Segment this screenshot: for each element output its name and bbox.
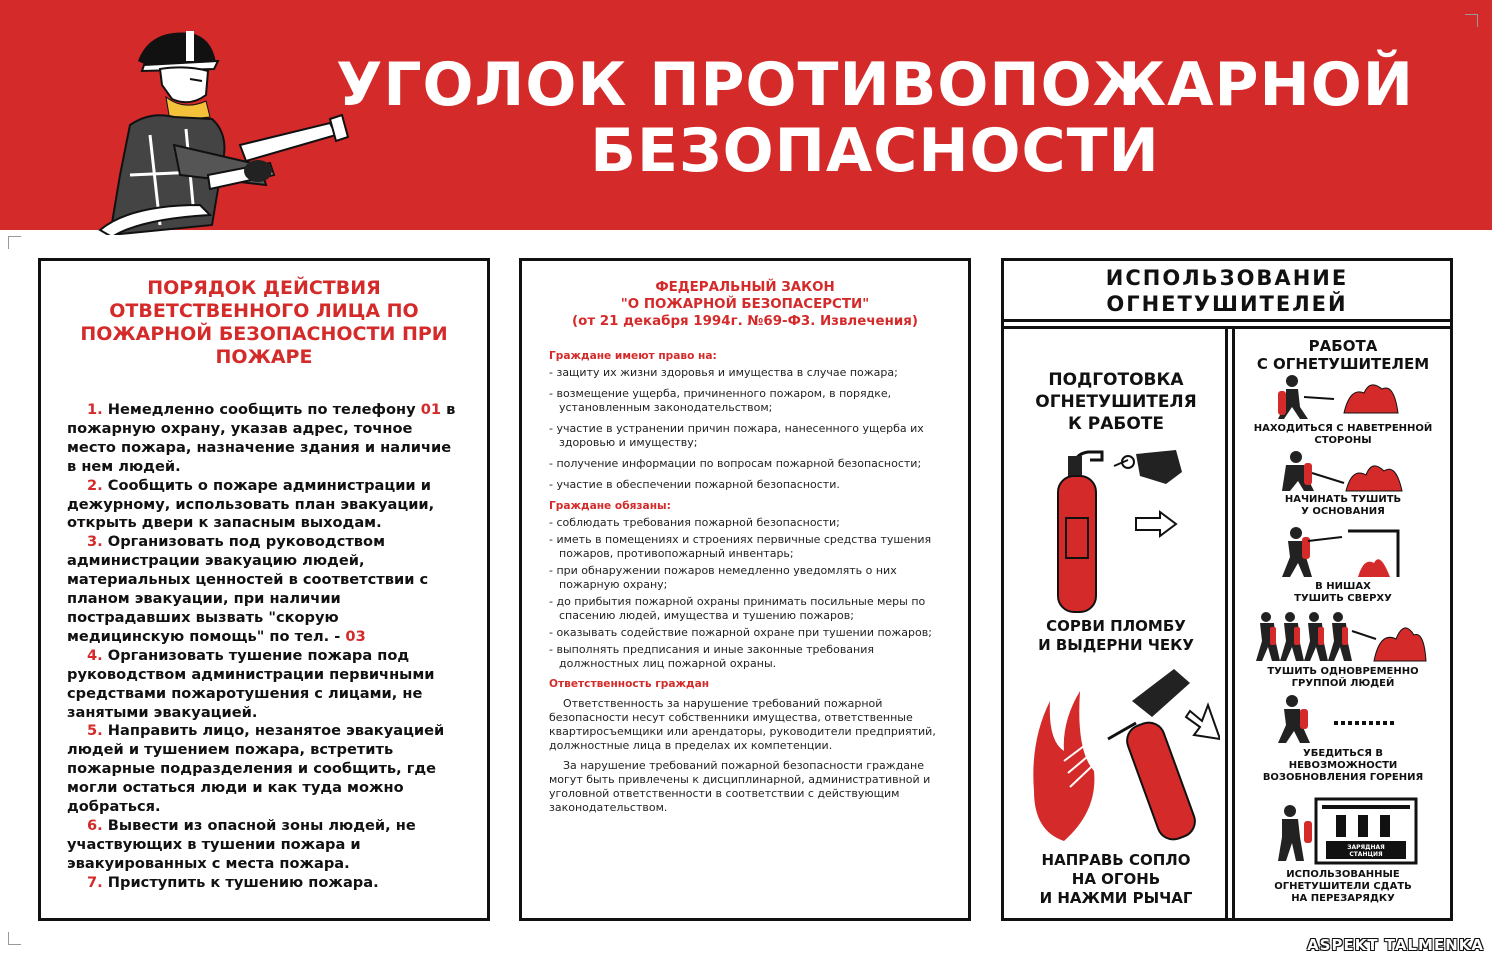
watermark: ASPEKT TALMENKA (1307, 936, 1484, 954)
list-item: - защиту их жизни здоровья и имущества в случае пожара; (549, 366, 898, 379)
check-reignition-icon (1274, 693, 1404, 745)
work-heading: РАБОТА С ОГНЕТУШИТЕЛЕМ (1256, 337, 1430, 373)
station-label-2: СТАНЦИЯ (1349, 851, 1383, 858)
responsibility-heading: Ответственность граждан (549, 678, 710, 690)
extinguisher-title-line: ОГНЕТУШИТЕЛЕЙ (1106, 292, 1348, 316)
phone-number: 03 (345, 627, 366, 645)
list-item: - оказывать содействие пожарной охране при тушении пожаров; (549, 626, 932, 639)
phone-number: 01 (420, 401, 442, 418)
responsibility-paragraph: Ответственность за нарушение требований пожарной безопасности несут собственники имущества, ответственные квартиросъемщики или арендаторы, руководители предприятий, должностные лица в пределах их компетенции. (549, 697, 936, 752)
list-item (67, 533, 459, 646)
step-pull-pin: СОРВИ ПЛОМБУ И ВЫДЕРНИ ЧЕКУ (1038, 617, 1194, 654)
base-extinguish-icon (1274, 449, 1414, 493)
law-title-line: ФЕДЕРАЛЬНЫЙ ЗАКОН (655, 280, 835, 295)
federal-law-panel (519, 258, 971, 921)
rights-heading: Граждане имеют право на: (549, 350, 717, 362)
procedure-list (67, 401, 459, 893)
divider (1225, 326, 1228, 918)
item-number: 4. (87, 646, 103, 664)
extinguisher-title (1004, 265, 1450, 317)
tip-caption: ИСПОЛЬЗОВАННЫЕ ОГНЕТУШИТЕЛИ СДАТЬ НА ПЕРЕЗАРЯДКУ (1274, 869, 1412, 904)
list-item: - при обнаружении пожаров немедленно уведомлять о них пожарную охрану; (549, 564, 897, 591)
list-item (67, 647, 459, 723)
list-item: - иметь в помещениях и строениях первичные средства тушения пожаров, противопожарный инвентарь; (549, 533, 932, 560)
title-line-2: БЕЗОПАСНОСТИ (590, 116, 1160, 186)
item-number: 7. (87, 873, 103, 891)
list-item: - до прибытия пожарной охраны принимать посильные меры по спасению людей, имущества и тушению пожаров; (549, 595, 926, 622)
item-number: 6. (87, 816, 103, 834)
station-label-1: ЗАРЯДНАЯ (1347, 844, 1385, 851)
group-extinguish-icon (1256, 609, 1428, 663)
divider (1232, 326, 1235, 918)
law-title-line: (от 21 декабря 1994г. №69-Ф3. Извлечения) (572, 314, 918, 329)
crop-mark (8, 932, 21, 945)
list-item: - выполнять предписания и иные законные требования должностных лиц пожарной охраны. (549, 643, 874, 670)
item-number: 1. (87, 401, 103, 418)
extinguisher-spray-illustration (1024, 661, 1220, 851)
title-line-1: УГОЛОК ПРОТИВОПОЖАРНОЙ (336, 50, 1414, 120)
item-text: Организовать под руководством администрации эвакуацию людей, материальных ценностей в соответствии с планом эвакуации, при наличии пострадавших вызвать "скорую медицинскую помощь" по тел. - (67, 533, 429, 645)
item-number: 5. (87, 722, 103, 740)
law-title-line: "О ПОЖАРНОЙ БЕЗОПАСЕРСТИ" (620, 297, 870, 312)
list-item (67, 401, 459, 477)
list-item: - возмещение ущерба, причиненного пожаром, в порядке, установленным законодательством; (549, 387, 892, 414)
recharge-station-icon (1270, 795, 1420, 865)
procedure-title: ПОРЯДОК ДЕЙСТВИЯ ОТВЕТСТВЕННОГО ЛИЦА ПО ПОЖАРНОЙ БЕЗОПАСНОСТИ ПРИ ПОЖАРЕ (80, 277, 448, 368)
page-title (300, 52, 1450, 184)
list-item (67, 874, 459, 893)
item-number: 3. (87, 533, 103, 551)
crop-mark (1465, 14, 1478, 27)
niche-extinguish-icon (1278, 523, 1408, 579)
item-text: Вывести из опасной зоны людей, не участвующих в тушении пожара и эвакуированных с места пожара. (67, 816, 416, 872)
list-item: - соблюдать требования пожарной безопасности; (549, 516, 840, 529)
extinguisher-panel (1001, 258, 1453, 921)
item-text: в пожарную охрану, указав адрес, точное место пожара, назначение здания и наличие в нем людей. (67, 401, 456, 475)
extinguisher-title-line: ИСПОЛЬЗОВАНИЕ (1105, 266, 1349, 290)
crop-mark (8, 236, 21, 249)
item-text: Приступить к тушению пожара. (107, 873, 379, 891)
tip-caption: НАХОДИТЬСЯ С НАВЕТРЕННОЙ СТОРОНЫ (1253, 423, 1433, 446)
tip-caption: НАЧИНАТЬ ТУШИТЬ У ОСНОВАНИЯ (1284, 494, 1402, 517)
rights-list (549, 366, 944, 492)
item-text: Сообщить о пожаре администрации и дежурному, использовать план эвакуации, открыть двери к запасным выходам. (67, 476, 435, 532)
divider (1004, 319, 1450, 322)
list-item (67, 477, 459, 534)
procedure-panel (38, 258, 490, 921)
law-body (549, 343, 944, 815)
windward-icon (1264, 373, 1424, 421)
list-item: - участие в обеспечении пожарной безопасности. (549, 478, 840, 491)
item-text: Организовать тушение пожара под руководством администрации первичными средствами пожаротушения с лицами, не занятыми эвакуацией. (67, 646, 435, 721)
tip-caption: УБЕДИТЬСЯ В НЕВОЗМОЖНОСТИ ВОЗОБНОВЛЕНИЯ ГОРЕНИЯ (1262, 748, 1424, 783)
extinguisher-pin-illustration (1044, 446, 1194, 616)
item-text: Немедленно сообщить по телефону (107, 401, 421, 418)
step-aim-nozzle: НАПРАВЬ СОПЛО НА ОГОНЬ И НАЖМИ РЫЧАГ (1039, 851, 1193, 907)
law-title (532, 279, 958, 330)
tip-caption: ТУШИТЬ ОДНОВРЕМЕННО ГРУППОЙ ЛЮДЕЙ (1267, 666, 1419, 689)
item-number: 2. (87, 476, 103, 494)
duties-list (549, 516, 944, 671)
preparation-heading: ПОДГОТОВКА ОГНЕТУШИТЕЛЯ К РАБОТЕ (1035, 370, 1197, 434)
list-item: - получение информации по вопросам пожарной безопасности; (549, 457, 922, 470)
tip-caption: В НИШАХ ТУШИТЬ СВЕРХУ (1294, 581, 1392, 604)
list-item (67, 722, 459, 817)
list-item (67, 817, 459, 874)
duties-heading: Граждане обязаны: (549, 500, 671, 512)
item-text: Направить лицо, незанятое эвакуацией людей и тушением пожара, встретить пожарные подразделения и сообщить, где могли остаться люди и как туда можно добраться. (67, 722, 445, 816)
list-item: - участие в устранении причин пожара, нанесенного ущерба их здоровью и имуществу; (549, 422, 924, 449)
responsibility-paragraph: За нарушение требований пожарной безопасности граждане могут быть привлечены к дисциплинарной, административной и уголовной ответственности в соответствии с действующим законодательством. (549, 759, 931, 814)
